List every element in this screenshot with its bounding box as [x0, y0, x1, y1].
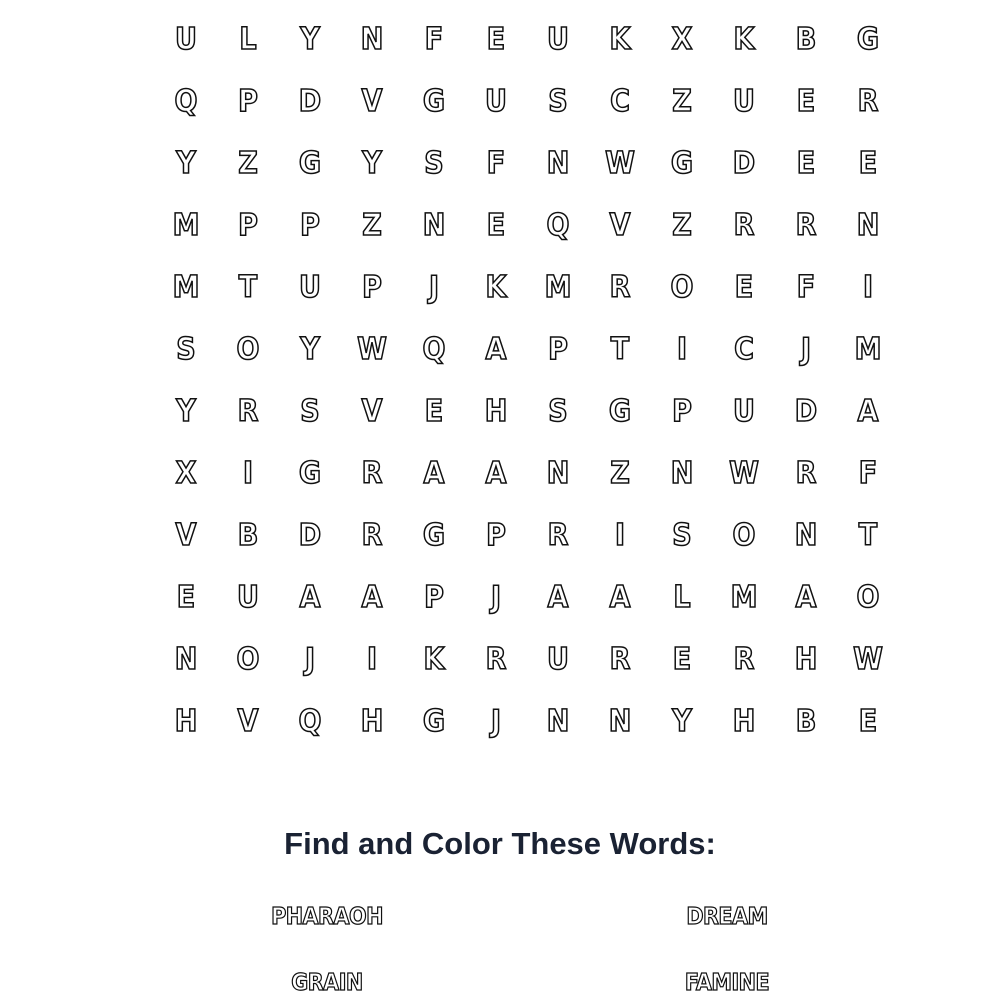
grid-cell[interactable]: H	[732, 703, 756, 739]
grid-cell[interactable]: R	[733, 641, 755, 677]
grid-cell[interactable]: D	[794, 393, 818, 429]
grid-cell[interactable]: E	[486, 21, 506, 57]
grid-cell[interactable]: V	[361, 83, 383, 119]
grid-cell[interactable]: P	[424, 579, 444, 615]
grid-cell[interactable]: O	[732, 517, 756, 553]
grid-cell[interactable]: R	[237, 393, 259, 429]
grid-cell[interactable]: E	[486, 207, 506, 243]
grid-cell[interactable]: M	[730, 579, 758, 615]
grid-cell[interactable]: R	[547, 517, 569, 553]
grid-cell[interactable]: S	[176, 331, 196, 367]
grid-cell[interactable]: J	[490, 703, 502, 739]
grid-cell[interactable]: R	[485, 641, 507, 677]
grid-cell[interactable]: P	[300, 207, 320, 243]
grid-cell[interactable]: V	[175, 517, 197, 553]
grid-cell[interactable]: J	[800, 331, 812, 367]
grid-cell[interactable]: N	[546, 145, 570, 181]
grid-cell[interactable]: R	[361, 517, 383, 553]
grid-cell[interactable]: Y	[176, 393, 196, 429]
word-pharaoh: PHARAOH	[271, 904, 383, 930]
grid-cell[interactable]: M	[544, 269, 572, 305]
grid-cell[interactable]: G	[856, 21, 880, 57]
grid-cell[interactable]: W	[357, 331, 387, 367]
grid-cell[interactable]: E	[858, 145, 878, 181]
grid-cell[interactable]: F	[424, 21, 444, 57]
grid-cell[interactable]: A	[299, 579, 321, 615]
grid-cell[interactable]: K	[485, 269, 507, 305]
grid-cell[interactable]: D	[298, 83, 322, 119]
grid-cell[interactable]: E	[672, 641, 692, 677]
grid-cell[interactable]: Z	[610, 455, 630, 491]
grid-cell[interactable]: B	[795, 21, 817, 57]
grid-cell[interactable]: N	[174, 641, 198, 677]
grid-cell[interactable]: G	[422, 83, 446, 119]
grid-cell[interactable]: J	[490, 579, 502, 615]
grid-cell[interactable]: Z	[238, 145, 258, 181]
word-list-heading: Find and Color These Words:	[284, 826, 716, 861]
grid-cell[interactable]: R	[733, 207, 755, 243]
grid-cell[interactable]: Y	[362, 145, 382, 181]
grid-cell[interactable]: M	[172, 269, 200, 305]
grid-cell[interactable]: U	[485, 83, 507, 119]
grid-cell[interactable]: J	[428, 269, 440, 305]
grid-cell[interactable]: S	[548, 393, 568, 429]
grid-cell[interactable]: R	[361, 455, 383, 491]
grid-cell[interactable]: Z	[672, 207, 692, 243]
grid-cell[interactable]: S	[548, 83, 568, 119]
grid-cell[interactable]: A	[609, 579, 631, 615]
grid-cell[interactable]: A	[423, 455, 445, 491]
grid-cell[interactable]: Y	[300, 331, 320, 367]
grid-cell[interactable]: Q	[174, 83, 198, 119]
grid-cell[interactable]: N	[794, 517, 818, 553]
grid-cell[interactable]: O	[856, 579, 880, 615]
grid-cell[interactable]: D	[298, 517, 322, 553]
grid-cell[interactable]: A	[795, 579, 817, 615]
grid-cell[interactable]: Y	[672, 703, 692, 739]
grid-cell[interactable]: N	[546, 455, 570, 491]
grid-cell[interactable]: K	[423, 641, 445, 677]
grid-cell[interactable]: F	[858, 455, 878, 491]
grid-cell[interactable]: S	[300, 393, 320, 429]
grid-cell[interactable]: E	[796, 145, 816, 181]
grid-cell[interactable]: N	[360, 21, 384, 57]
grid-cell[interactable]: Y	[300, 21, 320, 57]
grid-cell[interactable]: P	[238, 207, 258, 243]
grid-cell[interactable]: E	[796, 83, 816, 119]
grid-cell[interactable]: R	[795, 455, 817, 491]
word-dream: DREAM	[686, 904, 768, 930]
grid-cell[interactable]: Q	[298, 703, 322, 739]
grid-cell[interactable]: J	[304, 641, 316, 677]
letter-grid	[155, 8, 899, 752]
grid-cell[interactable]: A	[361, 579, 383, 615]
grid-cell[interactable]: W	[853, 641, 883, 677]
grid-cell[interactable]: R	[609, 641, 631, 677]
grid-cell[interactable]: W	[605, 145, 635, 181]
grid-cell[interactable]: T	[858, 517, 878, 553]
grid-cell[interactable]: I	[366, 641, 378, 677]
grid-cell[interactable]: U	[175, 21, 197, 57]
grid-cell[interactable]: M	[172, 207, 200, 243]
grid-cell[interactable]: U	[547, 21, 569, 57]
grid-cell[interactable]: W	[729, 455, 759, 491]
grid-cell[interactable]: K	[733, 21, 755, 57]
grid-cell[interactable]: S	[424, 145, 444, 181]
grid-cell[interactable]: H	[794, 641, 818, 677]
grid-cell[interactable]: M	[854, 331, 882, 367]
grid-cell[interactable]: C	[610, 83, 630, 119]
grid-cell[interactable]: N	[422, 207, 446, 243]
grid-cell[interactable]: O	[670, 269, 694, 305]
grid-cell[interactable]: U	[733, 393, 755, 429]
grid-cell[interactable]: V	[237, 703, 259, 739]
grid-cell[interactable]: U	[299, 269, 321, 305]
grid-cell[interactable]: E	[734, 269, 754, 305]
grid-cell[interactable]: Z	[362, 207, 382, 243]
word-grain: GRAIN	[291, 970, 363, 996]
grid-cell[interactable]: H	[174, 703, 198, 739]
grid-cell[interactable]: H	[484, 393, 508, 429]
grid-cell[interactable]: S	[672, 517, 692, 553]
grid-cell[interactable]: C	[734, 331, 754, 367]
grid-cell[interactable]: U	[237, 579, 259, 615]
grid-cell[interactable]: E	[424, 393, 444, 429]
grid-cell[interactable]: R	[857, 83, 879, 119]
grid-cell[interactable]: I	[862, 269, 874, 305]
grid-cell[interactable]: Z	[672, 83, 692, 119]
grid-cell[interactable]: P	[238, 83, 258, 119]
grid-cell[interactable]: I	[242, 455, 254, 491]
grid-cell[interactable]: A	[485, 331, 507, 367]
grid-cell[interactable]: U	[733, 83, 755, 119]
grid-cell[interactable]: G	[298, 455, 322, 491]
grid-cell[interactable]: A	[857, 393, 879, 429]
grid-cell[interactable]: Q	[546, 207, 570, 243]
grid-cell[interactable]: Q	[422, 331, 446, 367]
grid-cell[interactable]: E	[858, 703, 878, 739]
grid-cell[interactable]: N	[546, 703, 570, 739]
grid-cell[interactable]: H	[360, 703, 384, 739]
grid-cell[interactable]: T	[610, 331, 630, 367]
grid-cell[interactable]: P	[548, 331, 568, 367]
grid-cell[interactable]: N	[608, 703, 632, 739]
grid-cell[interactable]: I	[676, 331, 688, 367]
grid-cell[interactable]: G	[298, 145, 322, 181]
grid-cell[interactable]: N	[670, 455, 694, 491]
grid-cell[interactable]: L	[239, 21, 257, 57]
grid-cell[interactable]: G	[422, 703, 446, 739]
grid-cell[interactable]: V	[609, 207, 631, 243]
grid-cell[interactable]: A	[547, 579, 569, 615]
grid-cell[interactable]: G	[608, 393, 632, 429]
grid-cell[interactable]: U	[547, 641, 569, 677]
grid-cell[interactable]: G	[422, 517, 446, 553]
grid-cell[interactable]: X	[175, 455, 197, 491]
grid-cell[interactable]: R	[609, 269, 631, 305]
grid-cell[interactable]: F	[486, 145, 506, 181]
grid-cell[interactable]: I	[614, 517, 626, 553]
grid-cell[interactable]: K	[609, 21, 631, 57]
grid-cell[interactable]: D	[732, 145, 756, 181]
grid-cell[interactable]: X	[671, 21, 693, 57]
grid-cell[interactable]: Y	[176, 145, 196, 181]
grid-cell[interactable]: T	[238, 269, 258, 305]
grid-cell[interactable]: B	[237, 517, 259, 553]
grid-cell[interactable]: E	[176, 579, 196, 615]
word-famine: FAMINE	[684, 970, 770, 996]
grid-cell[interactable]: G	[670, 145, 694, 181]
grid-cell[interactable]: P	[362, 269, 382, 305]
grid-cell[interactable]: N	[856, 207, 880, 243]
grid-cell[interactable]: F	[796, 269, 816, 305]
grid-cell[interactable]: P	[486, 517, 506, 553]
grid-cell[interactable]: O	[236, 641, 260, 677]
grid-cell[interactable]: R	[795, 207, 817, 243]
grid-cell[interactable]: P	[672, 393, 692, 429]
grid-cell[interactable]: L	[673, 579, 691, 615]
grid-cell[interactable]: B	[795, 703, 817, 739]
grid-cell[interactable]: O	[236, 331, 260, 367]
grid-cell[interactable]: A	[485, 455, 507, 491]
grid-cell[interactable]: V	[361, 393, 383, 429]
